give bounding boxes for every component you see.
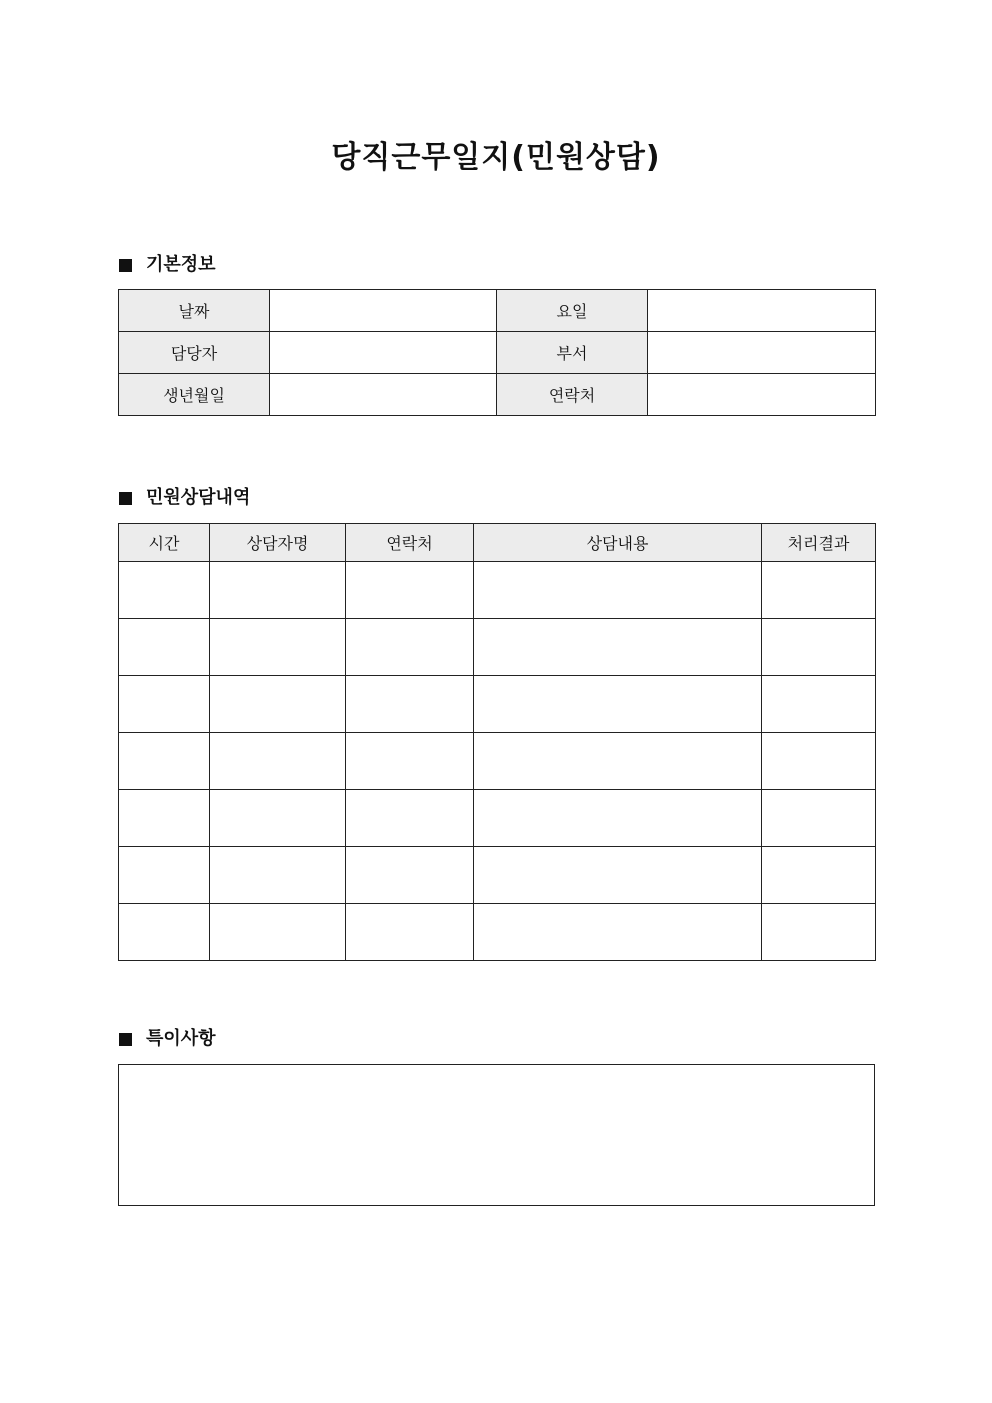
basic-info-table: [118, 289, 876, 416]
consultant-name-cell[interactable]: [210, 619, 346, 676]
weekday-field[interactable]: [648, 290, 876, 332]
consultation-heading: [119, 486, 250, 510]
consultant-name-cell[interactable]: [210, 562, 346, 619]
notes-field[interactable]: [118, 1064, 875, 1206]
contact-cell[interactable]: [346, 904, 474, 961]
details-cell[interactable]: [474, 847, 762, 904]
consultant-name-cell[interactable]: [210, 847, 346, 904]
column-header-time: 시간: [119, 524, 210, 562]
result-cell[interactable]: [762, 904, 876, 961]
basic-info-heading: [119, 253, 216, 277]
basic-info-heading-text: 기본정보: [146, 254, 216, 275]
weekday-label: 요일: [497, 290, 648, 332]
consultation-header-row: [119, 524, 876, 562]
details-cell[interactable]: [474, 619, 762, 676]
person-in-charge-field[interactable]: [270, 332, 497, 374]
result-cell[interactable]: [762, 619, 876, 676]
details-cell[interactable]: [474, 676, 762, 733]
details-cell[interactable]: [474, 904, 762, 961]
column-header-consultant-name: 상담자명: [210, 524, 346, 562]
notes-heading-text: 특이사항: [146, 1028, 216, 1049]
birthdate-field[interactable]: [270, 374, 497, 416]
table-row: [119, 847, 876, 904]
table-row: [119, 790, 876, 847]
result-cell[interactable]: [762, 676, 876, 733]
contact-field[interactable]: [648, 374, 876, 416]
column-header-details: 상담내용: [474, 524, 762, 562]
basic-info-row-date: [119, 290, 876, 332]
table-row: [119, 904, 876, 961]
table-row: [119, 733, 876, 790]
details-cell[interactable]: [474, 733, 762, 790]
consultant-name-cell[interactable]: [210, 733, 346, 790]
contact-cell[interactable]: [346, 619, 474, 676]
contact-cell[interactable]: [346, 733, 474, 790]
column-header-result: 처리결과: [762, 524, 876, 562]
consultant-name-cell[interactable]: [210, 790, 346, 847]
contact-cell[interactable]: [346, 790, 474, 847]
time-cell[interactable]: [119, 790, 210, 847]
person-in-charge-label: 담당자: [119, 332, 270, 374]
date-label: 날짜: [119, 290, 270, 332]
contact-cell[interactable]: [346, 847, 474, 904]
square-bullet-icon: [119, 492, 132, 505]
result-cell[interactable]: [762, 562, 876, 619]
result-cell[interactable]: [762, 733, 876, 790]
time-cell[interactable]: [119, 676, 210, 733]
table-row: [119, 619, 876, 676]
contact-cell[interactable]: [346, 562, 474, 619]
time-cell[interactable]: [119, 847, 210, 904]
square-bullet-icon: [119, 1033, 132, 1046]
department-field[interactable]: [648, 332, 876, 374]
details-cell[interactable]: [474, 790, 762, 847]
result-cell[interactable]: [762, 847, 876, 904]
time-cell[interactable]: [119, 733, 210, 790]
basic-info-row-birth: [119, 374, 876, 416]
basic-info-row-person: [119, 332, 876, 374]
contact-cell[interactable]: [346, 676, 474, 733]
department-label: 부서: [497, 332, 648, 374]
consultation-heading-text: 민원상담내역: [146, 487, 251, 508]
contact-label: 연락처: [497, 374, 648, 416]
date-field[interactable]: [270, 290, 497, 332]
details-cell[interactable]: [474, 562, 762, 619]
time-cell[interactable]: [119, 619, 210, 676]
time-cell[interactable]: [119, 562, 210, 619]
table-row: [119, 676, 876, 733]
page-title: 당직근무일지(민원상담): [331, 140, 661, 175]
consultant-name-cell[interactable]: [210, 676, 346, 733]
time-cell[interactable]: [119, 904, 210, 961]
consultant-name-cell[interactable]: [210, 904, 346, 961]
column-header-contact: 연락처: [346, 524, 474, 562]
square-bullet-icon: [119, 259, 132, 272]
table-row: [119, 562, 876, 619]
birthdate-label: 생년월일: [119, 374, 270, 416]
consultation-table: [118, 523, 876, 961]
result-cell[interactable]: [762, 790, 876, 847]
notes-heading: [119, 1027, 216, 1051]
